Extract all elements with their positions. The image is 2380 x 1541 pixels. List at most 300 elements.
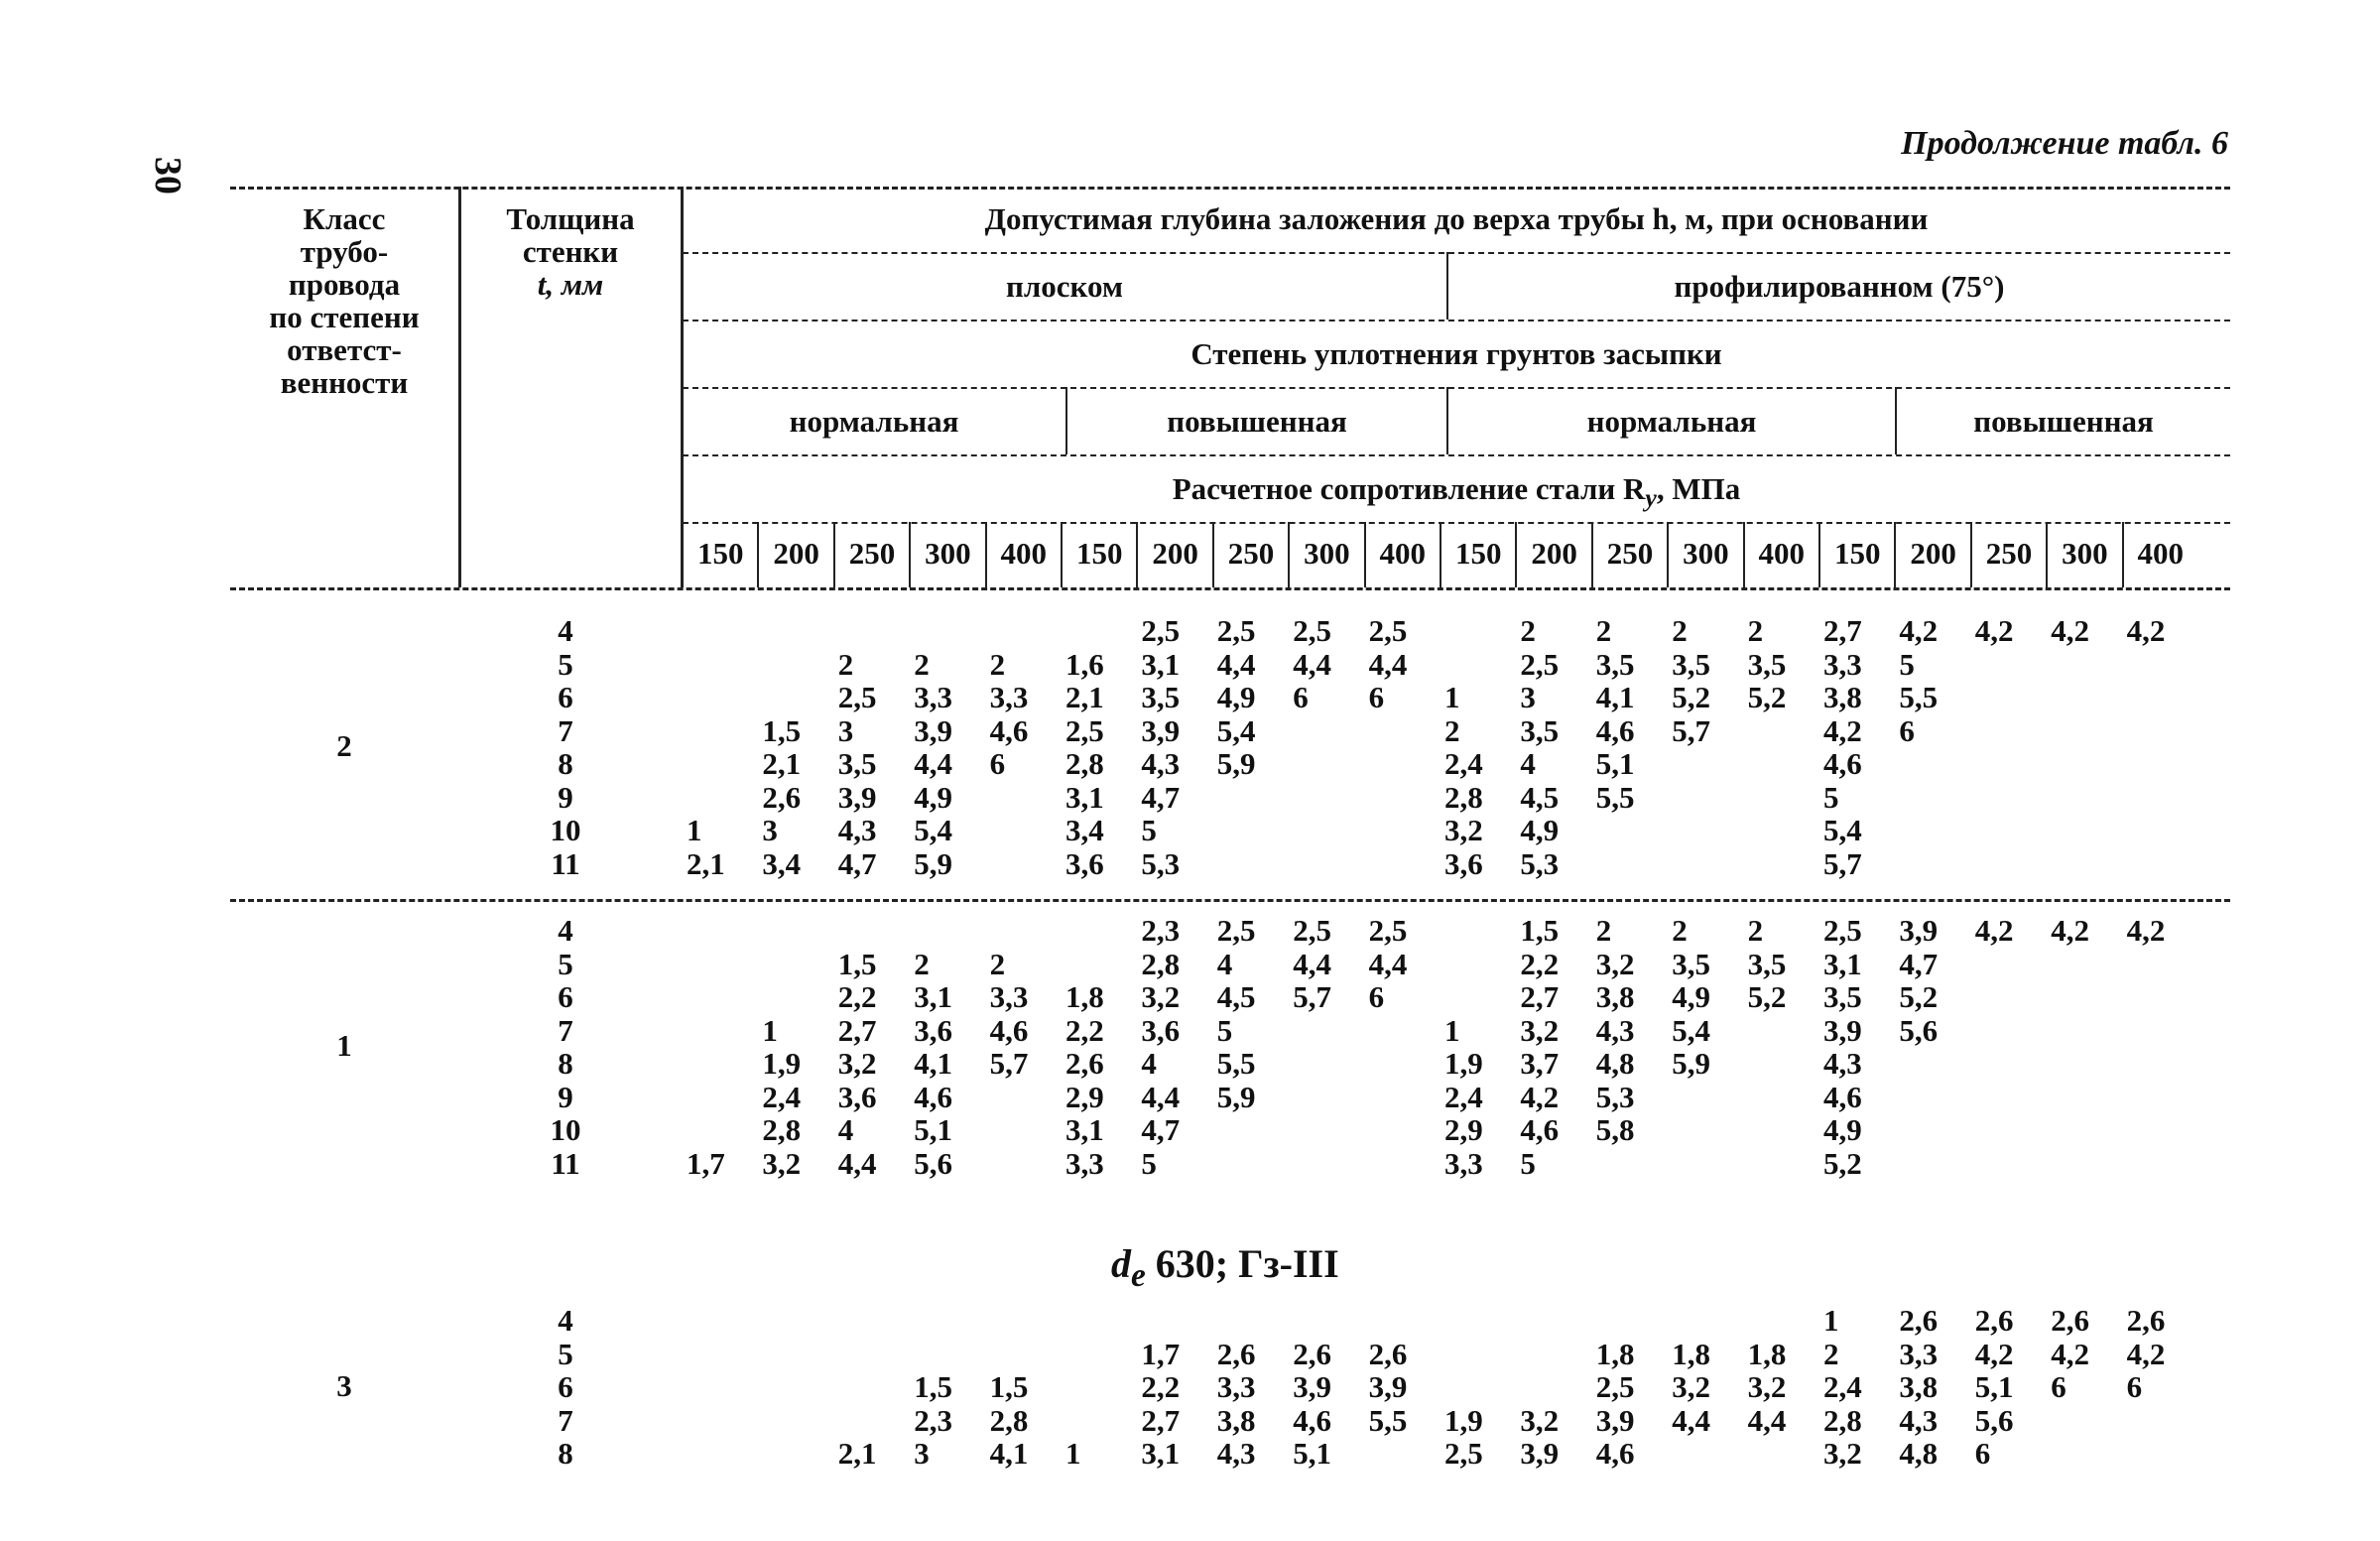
depth-value: 4,4 <box>1368 646 1408 682</box>
ry-column-divider <box>1364 522 1366 587</box>
depth-value: 5,2 <box>1823 1145 1862 1181</box>
depth-value: 1,9 <box>762 1046 802 1081</box>
block-separator-rule <box>230 899 2230 902</box>
depth-value: 5,1 <box>1974 1369 2014 1404</box>
ry-value: 250 <box>848 536 896 571</box>
depth-value: 5,1 <box>1595 746 1635 781</box>
depth-value: 3,5 <box>1672 646 1710 682</box>
depth-value: 3,3 <box>989 680 1029 714</box>
header-line: венности <box>280 365 409 400</box>
depth-value: 5 <box>1141 813 1157 847</box>
depth-value: 2,3 <box>1141 913 1181 948</box>
thickness-value: 6 <box>558 979 573 1014</box>
depth-value: 3,8 <box>1595 979 1635 1014</box>
depth-value: 2,1 <box>1065 680 1104 714</box>
ry-column-divider <box>1515 522 1517 587</box>
depth-value: 3,1 <box>1823 946 1862 981</box>
depth-value: 2 <box>989 946 1006 981</box>
depth-value: 3,3 <box>1899 1336 1939 1371</box>
depth-value: 2,5 <box>1141 613 1181 648</box>
depth-value: 1,8 <box>1595 1336 1635 1371</box>
depth-value: 2,5 <box>1293 613 1331 648</box>
thickness-value: 4 <box>558 913 573 948</box>
depth-value: 3,9 <box>1141 712 1181 748</box>
thickness-value: 8 <box>558 1436 573 1471</box>
ry-value: 300 <box>2062 536 2108 571</box>
depth-value: 1,7 <box>687 1145 725 1181</box>
depth-value: 2,4 <box>1444 1079 1483 1114</box>
depth-value: 2 <box>914 646 930 682</box>
subtitle-text: 630; Гз-III <box>1145 1241 1339 1286</box>
depth-value: 4,1 <box>989 1436 1029 1471</box>
depth-value: 4,4 <box>1293 946 1331 981</box>
header-line: ответст- <box>287 332 402 367</box>
header-rule-3 <box>683 387 2230 389</box>
depth-value: 3,3 <box>1444 1145 1483 1181</box>
depth-value: 2,5 <box>837 680 877 714</box>
depth-value: 4,3 <box>1899 1402 1939 1438</box>
ry-column-divider <box>909 522 911 587</box>
depth-value: 2,4 <box>762 1079 802 1114</box>
depth-value: 4 <box>1141 1046 1157 1081</box>
ry-column-divider <box>1591 522 1593 587</box>
depth-value: 2,6 <box>1368 1336 1408 1371</box>
depth-value: 3,3 <box>1216 1369 1256 1404</box>
depth-value: 3,9 <box>1899 913 1939 948</box>
depth-value: 2,5 <box>1065 712 1104 748</box>
depth-value: 2,5 <box>1444 1436 1483 1471</box>
depth-value: 2 <box>1595 913 1612 948</box>
ry-column-divider <box>2122 522 2124 587</box>
depth-value: 4,4 <box>1293 646 1331 682</box>
depth-value: 6 <box>1974 1436 1991 1471</box>
depth-value: 5,3 <box>1141 845 1181 881</box>
thickness-value: 7 <box>558 1402 573 1438</box>
resistance-unit: , МПа <box>1656 471 1741 506</box>
page-number: 30 <box>147 157 188 194</box>
header-line: провода <box>288 267 401 302</box>
depth-value: 5,6 <box>1899 1012 1939 1048</box>
depth-value: 2,1 <box>762 746 802 781</box>
depth-value: 4,3 <box>1216 1436 1256 1471</box>
depth-value: 5,4 <box>914 813 952 847</box>
depth-value: 6 <box>2126 1369 2143 1404</box>
depth-value: 1 <box>1444 680 1460 714</box>
depth-value: 5,7 <box>1672 712 1710 748</box>
depth-value: 3,9 <box>837 779 877 815</box>
depth-value: 1 <box>1065 1436 1081 1471</box>
depth-value: 4,8 <box>1899 1436 1939 1471</box>
depth-value: 2,9 <box>1065 1079 1104 1114</box>
depth-value: 3,4 <box>1065 813 1104 847</box>
depth-value: 3,5 <box>1747 946 1787 981</box>
depth-value: 2,8 <box>762 1112 802 1147</box>
depth-value: 1 <box>1444 1012 1460 1048</box>
depth-value: 4,8 <box>1595 1046 1635 1081</box>
depth-value: 3,6 <box>1444 845 1483 881</box>
depth-value: 5,5 <box>1595 779 1635 815</box>
thickness-value: 11 <box>551 845 580 881</box>
thickness-value: 5 <box>558 1336 573 1371</box>
ry-value: 300 <box>1304 536 1350 571</box>
depth-value: 2,6 <box>1974 1303 2014 1338</box>
depth-value: 5,1 <box>1293 1436 1331 1471</box>
depth-value: 3,2 <box>1444 813 1483 847</box>
depth-value: 4,1 <box>914 1046 952 1081</box>
depth-value: 2,4 <box>1823 1369 1862 1404</box>
depth-value: 3,5 <box>1672 946 1710 981</box>
depth-value: 1,5 <box>914 1369 952 1404</box>
thickness-value: 7 <box>558 712 573 748</box>
depth-value: 2,7 <box>1823 613 1862 648</box>
depth-value: 2,8 <box>1444 779 1483 815</box>
class-value: 2 <box>336 728 352 763</box>
thickness-value: 9 <box>558 779 573 815</box>
depth-value: 3,6 <box>914 1012 952 1048</box>
ry-column-divider <box>1970 522 1972 587</box>
depth-value: 3,2 <box>1520 1402 1560 1438</box>
depth-header: Допустимая глубина заложения до верха трубы h, м, при основании <box>984 201 1929 236</box>
thickness-value: 4 <box>558 1303 573 1338</box>
ry-value: 150 <box>1075 536 1123 571</box>
depth-value: 4,6 <box>1823 746 1862 781</box>
depth-value: 5 <box>1216 1012 1233 1048</box>
depth-value: 5,1 <box>914 1112 952 1147</box>
depth-value: 1 <box>687 813 702 847</box>
depth-value: 3,5 <box>1823 979 1862 1014</box>
resistance-header <box>683 472 2230 514</box>
table-caption: Продолжение табл. 6 <box>1901 125 2228 162</box>
thickness-value: 8 <box>558 746 573 781</box>
depth-value: 5,6 <box>914 1145 952 1181</box>
ry-value: 400 <box>1758 536 1806 571</box>
depth-value: 3 <box>914 1436 930 1471</box>
depth-value: 4,6 <box>1520 1112 1560 1147</box>
depth-value: 3,4 <box>762 845 802 881</box>
depth-value: 3,2 <box>1141 979 1181 1014</box>
depth-value: 1,8 <box>1672 1336 1710 1371</box>
ry-value: 200 <box>1531 536 1577 571</box>
ry-value: 250 <box>1227 536 1275 571</box>
thickness-value: 5 <box>558 946 573 981</box>
depth-value: 5,3 <box>1520 845 1560 881</box>
depth-value: 2,5 <box>1595 1369 1635 1404</box>
header-line: по степени <box>269 300 420 334</box>
depth-value: 4,4 <box>1368 946 1408 981</box>
depth-value: 5,6 <box>1974 1402 2014 1438</box>
depth-value: 4,9 <box>1216 680 1256 714</box>
depth-value: 6 <box>1368 680 1385 714</box>
depth-value: 2,6 <box>1216 1336 1256 1371</box>
depth-value: 5 <box>1141 1145 1157 1181</box>
depth-value: 4,2 <box>2126 913 2166 948</box>
depth-value: 3,2 <box>1747 1369 1787 1404</box>
depth-value: 4,4 <box>1216 646 1256 682</box>
depth-value: 2,5 <box>1823 913 1862 948</box>
depth-value: 4 <box>837 1112 854 1147</box>
depth-value: 4,2 <box>1974 613 2014 648</box>
depth-value: 1,9 <box>1444 1046 1483 1081</box>
depth-value: 4,1 <box>1595 680 1635 714</box>
ry-column-divider <box>1288 522 1290 587</box>
thickness-value: 11 <box>551 1145 580 1181</box>
depth-value: 5,2 <box>1672 680 1710 714</box>
depth-value: 2,5 <box>1520 646 1560 682</box>
depth-value: 5,5 <box>1368 1402 1408 1438</box>
depth-value: 2 <box>1444 712 1460 748</box>
depth-value: 1,5 <box>762 712 802 748</box>
depth-value: 2,6 <box>2126 1303 2166 1338</box>
depth-value: 5,7 <box>1293 979 1331 1014</box>
thickness-value: 7 <box>558 1012 573 1048</box>
depth-value: 3,3 <box>914 680 952 714</box>
depth-value: 4,2 <box>1520 1079 1560 1114</box>
increased-header-1: повышенная <box>1167 404 1347 439</box>
depth-value: 6 <box>1293 680 1309 714</box>
base-profiled-header: профилированном (75°) <box>1674 269 2005 304</box>
depth-value: 3,3 <box>989 979 1029 1014</box>
depth-value: 4 <box>1216 946 1233 981</box>
depth-value: 2,8 <box>989 1402 1029 1438</box>
depth-value: 1,6 <box>1065 646 1104 682</box>
ry-column-divider <box>833 522 835 587</box>
header-rule-1 <box>683 252 2230 254</box>
depth-value: 3,6 <box>1141 1012 1181 1048</box>
ry-value: 200 <box>1152 536 1198 571</box>
depth-value: 5,9 <box>914 845 952 881</box>
depth-value: 4,4 <box>1747 1402 1787 1438</box>
header-bottom-rule <box>230 587 2230 590</box>
depth-value: 4,9 <box>1672 979 1710 1014</box>
depth-value: 3,9 <box>1823 1012 1862 1048</box>
table-top-rule <box>230 187 2230 190</box>
depth-value: 6 <box>1368 979 1385 1014</box>
depth-value: 2,6 <box>1293 1336 1331 1371</box>
depth-value: 5,7 <box>989 1046 1029 1081</box>
depth-value: 4,6 <box>1823 1079 1862 1114</box>
subtitle-symbol: d <box>1111 1241 1131 1286</box>
ry-value: 400 <box>2137 536 2185 571</box>
depth-value: 3,5 <box>1747 646 1787 682</box>
depth-value: 1 <box>762 1012 778 1048</box>
ry-column-divider <box>1894 522 1896 587</box>
depth-value: 4,6 <box>1293 1402 1331 1438</box>
depth-value: 3,5 <box>1595 646 1635 682</box>
depth-value: 2,7 <box>1520 979 1560 1014</box>
depth-value: 4,7 <box>1141 779 1181 815</box>
base-flat-header: плоском <box>1006 269 1123 304</box>
depth-value: 3,1 <box>1065 779 1104 815</box>
header-line: трубо- <box>300 234 389 269</box>
depth-value: 1,7 <box>1141 1336 1181 1371</box>
depth-value: 5,9 <box>1216 1079 1256 1114</box>
depth-value: 3,6 <box>837 1079 877 1114</box>
depth-value: 2,3 <box>914 1402 952 1438</box>
depth-value: 1 <box>1823 1303 1839 1338</box>
depth-value: 4,3 <box>1823 1046 1862 1081</box>
depth-value: 5,9 <box>1216 746 1256 781</box>
depth-value: 5,9 <box>1672 1046 1710 1081</box>
depth-value: 5,4 <box>1823 813 1862 847</box>
depth-value: 5,2 <box>1747 979 1787 1014</box>
ry-column-divider <box>1667 522 1669 587</box>
depth-value: 2 <box>1520 613 1536 648</box>
depth-value: 2 <box>1595 613 1612 648</box>
depth-value: 3,9 <box>1368 1369 1408 1404</box>
depth-value: 5,5 <box>1216 1046 1256 1081</box>
depth-value: 4,7 <box>837 845 877 881</box>
depth-value: 2,6 <box>1065 1046 1104 1081</box>
depth-value: 3,1 <box>1141 1436 1181 1471</box>
depth-value: 2 <box>837 646 854 682</box>
depth-value: 4,3 <box>1595 1012 1635 1048</box>
depth-value: 2,1 <box>837 1436 877 1471</box>
ry-column-divider <box>757 522 759 587</box>
resistance-subscript: y <box>1645 483 1657 513</box>
ry-column-divider <box>1743 522 1745 587</box>
depth-value: 6 <box>989 746 1006 781</box>
ry-column-divider <box>1136 522 1138 587</box>
depth-value: 4,9 <box>914 779 952 815</box>
normal-header-2: нормальная <box>1586 404 1757 439</box>
depth-value: 1,8 <box>1065 979 1104 1014</box>
thickness-value: 8 <box>558 1046 573 1081</box>
depth-value: 2,7 <box>837 1012 877 1048</box>
depth-value: 4,2 <box>2051 913 2089 948</box>
header-line: t, мм <box>537 267 604 302</box>
depth-value: 2,1 <box>687 845 725 881</box>
depth-value: 4,4 <box>837 1145 877 1181</box>
depth-value: 4,6 <box>914 1079 952 1114</box>
ry-value: 200 <box>773 536 819 571</box>
header-line: стенки <box>522 234 619 269</box>
thickness-column-header <box>460 202 681 301</box>
compaction-header: Степень уплотнения грунтов засыпки <box>1190 336 1722 371</box>
depth-value: 2,4 <box>1444 746 1483 781</box>
depth-value: 5,5 <box>1899 680 1939 714</box>
ry-value: 300 <box>1683 536 1729 571</box>
depth-value: 4,2 <box>2126 1336 2166 1371</box>
depth-value: 3,1 <box>914 979 952 1014</box>
depth-value: 3,2 <box>762 1145 802 1181</box>
depth-value: 3,8 <box>1823 680 1862 714</box>
depth-value: 2,8 <box>1823 1402 1862 1438</box>
depth-value: 3,5 <box>837 746 877 781</box>
depth-value: 2,8 <box>1141 946 1181 981</box>
thickness-value: 6 <box>558 680 573 714</box>
depth-value: 5,4 <box>1216 712 1256 748</box>
depth-value: 2,9 <box>1444 1112 1483 1147</box>
depth-value: 4,9 <box>1823 1112 1862 1147</box>
depth-value: 4,2 <box>2051 1336 2089 1371</box>
depth-value: 3 <box>837 712 854 748</box>
depth-value: 3,3 <box>1065 1145 1104 1181</box>
depth-value: 3,9 <box>1520 1436 1560 1471</box>
thickness-value: 6 <box>558 1369 573 1404</box>
depth-value: 2,5 <box>1216 913 1256 948</box>
thickness-value: 4 <box>558 613 573 648</box>
normal-header-1: нормальная <box>789 404 959 439</box>
depth-value: 5,3 <box>1595 1079 1635 1114</box>
depth-value: 5,2 <box>1899 979 1939 1014</box>
depth-value: 3,2 <box>837 1046 877 1081</box>
depth-value: 3,5 <box>1141 680 1181 714</box>
depth-value: 4,3 <box>837 813 877 847</box>
depth-value: 2,8 <box>1065 746 1104 781</box>
section-subtitle <box>1111 1240 1339 1295</box>
depth-value: 6 <box>1899 712 1915 748</box>
depth-value: 3,2 <box>1672 1369 1710 1404</box>
ry-value: 150 <box>696 536 744 571</box>
depth-value: 3 <box>762 813 778 847</box>
depth-value: 5 <box>1520 1145 1536 1181</box>
depth-value: 1,5 <box>989 1369 1029 1404</box>
depth-value: 4,2 <box>1974 1336 2014 1371</box>
depth-value: 3,1 <box>1065 1112 1104 1147</box>
depth-value: 1,5 <box>1520 913 1560 948</box>
ry-column-divider <box>1818 522 1820 587</box>
depth-value: 5,2 <box>1747 680 1787 714</box>
depth-value: 2,6 <box>2051 1303 2089 1338</box>
depth-value: 1,5 <box>837 946 877 981</box>
depth-value: 4,5 <box>1520 779 1560 815</box>
ry-column-divider <box>682 522 684 587</box>
ry-value: 250 <box>1606 536 1654 571</box>
depth-value: 4,3 <box>1141 746 1181 781</box>
depth-value: 2,2 <box>1065 1012 1104 1048</box>
depth-value: 4,7 <box>1141 1112 1181 1147</box>
depth-value: 5 <box>1823 779 1839 815</box>
depth-value: 3,1 <box>1141 646 1181 682</box>
ry-value: 150 <box>1454 536 1502 571</box>
depth-value: 5 <box>1899 646 1915 682</box>
ry-column-divider <box>1061 522 1063 587</box>
depth-value: 4,2 <box>1974 913 2014 948</box>
depth-value: 1,8 <box>1747 1336 1787 1371</box>
ry-value: 250 <box>1985 536 2033 571</box>
thickness-value: 5 <box>558 646 573 682</box>
depth-value: 4,4 <box>914 746 952 781</box>
depth-value: 4,2 <box>2126 613 2166 648</box>
resistance-label: Расчетное сопротивление стали R <box>1172 471 1646 506</box>
thickness-value: 10 <box>550 813 581 847</box>
ry-value: 400 <box>1000 536 1048 571</box>
thickness-value: 9 <box>558 1079 573 1114</box>
depth-value: 3,2 <box>1520 1012 1560 1048</box>
depth-value: 1,9 <box>1444 1402 1483 1438</box>
depth-value: 3,2 <box>1823 1436 1862 1471</box>
header-rule-2 <box>683 320 2230 321</box>
depth-value: 2,6 <box>762 779 802 815</box>
depth-value: 4,6 <box>989 1012 1029 1048</box>
depth-value: 2,5 <box>1368 613 1408 648</box>
depth-value: 2,2 <box>1141 1369 1181 1404</box>
ry-column-divider <box>2046 522 2048 587</box>
increased-header-2: повышенная <box>1973 404 2154 439</box>
depth-value: 4,7 <box>1899 946 1939 981</box>
depth-value: 4,6 <box>989 712 1029 748</box>
ry-value: 400 <box>1379 536 1427 571</box>
depth-value: 5,4 <box>1672 1012 1710 1048</box>
depth-value: 4,2 <box>2051 613 2089 648</box>
thickness-value: 10 <box>550 1112 581 1147</box>
depth-value: 3,7 <box>1520 1046 1560 1081</box>
header-rule-5 <box>683 522 2230 524</box>
depth-value: 3,8 <box>1216 1402 1256 1438</box>
ry-column-divider <box>1440 522 1441 587</box>
class-value: 3 <box>336 1367 352 1403</box>
depth-value: 2 <box>1672 913 1688 948</box>
